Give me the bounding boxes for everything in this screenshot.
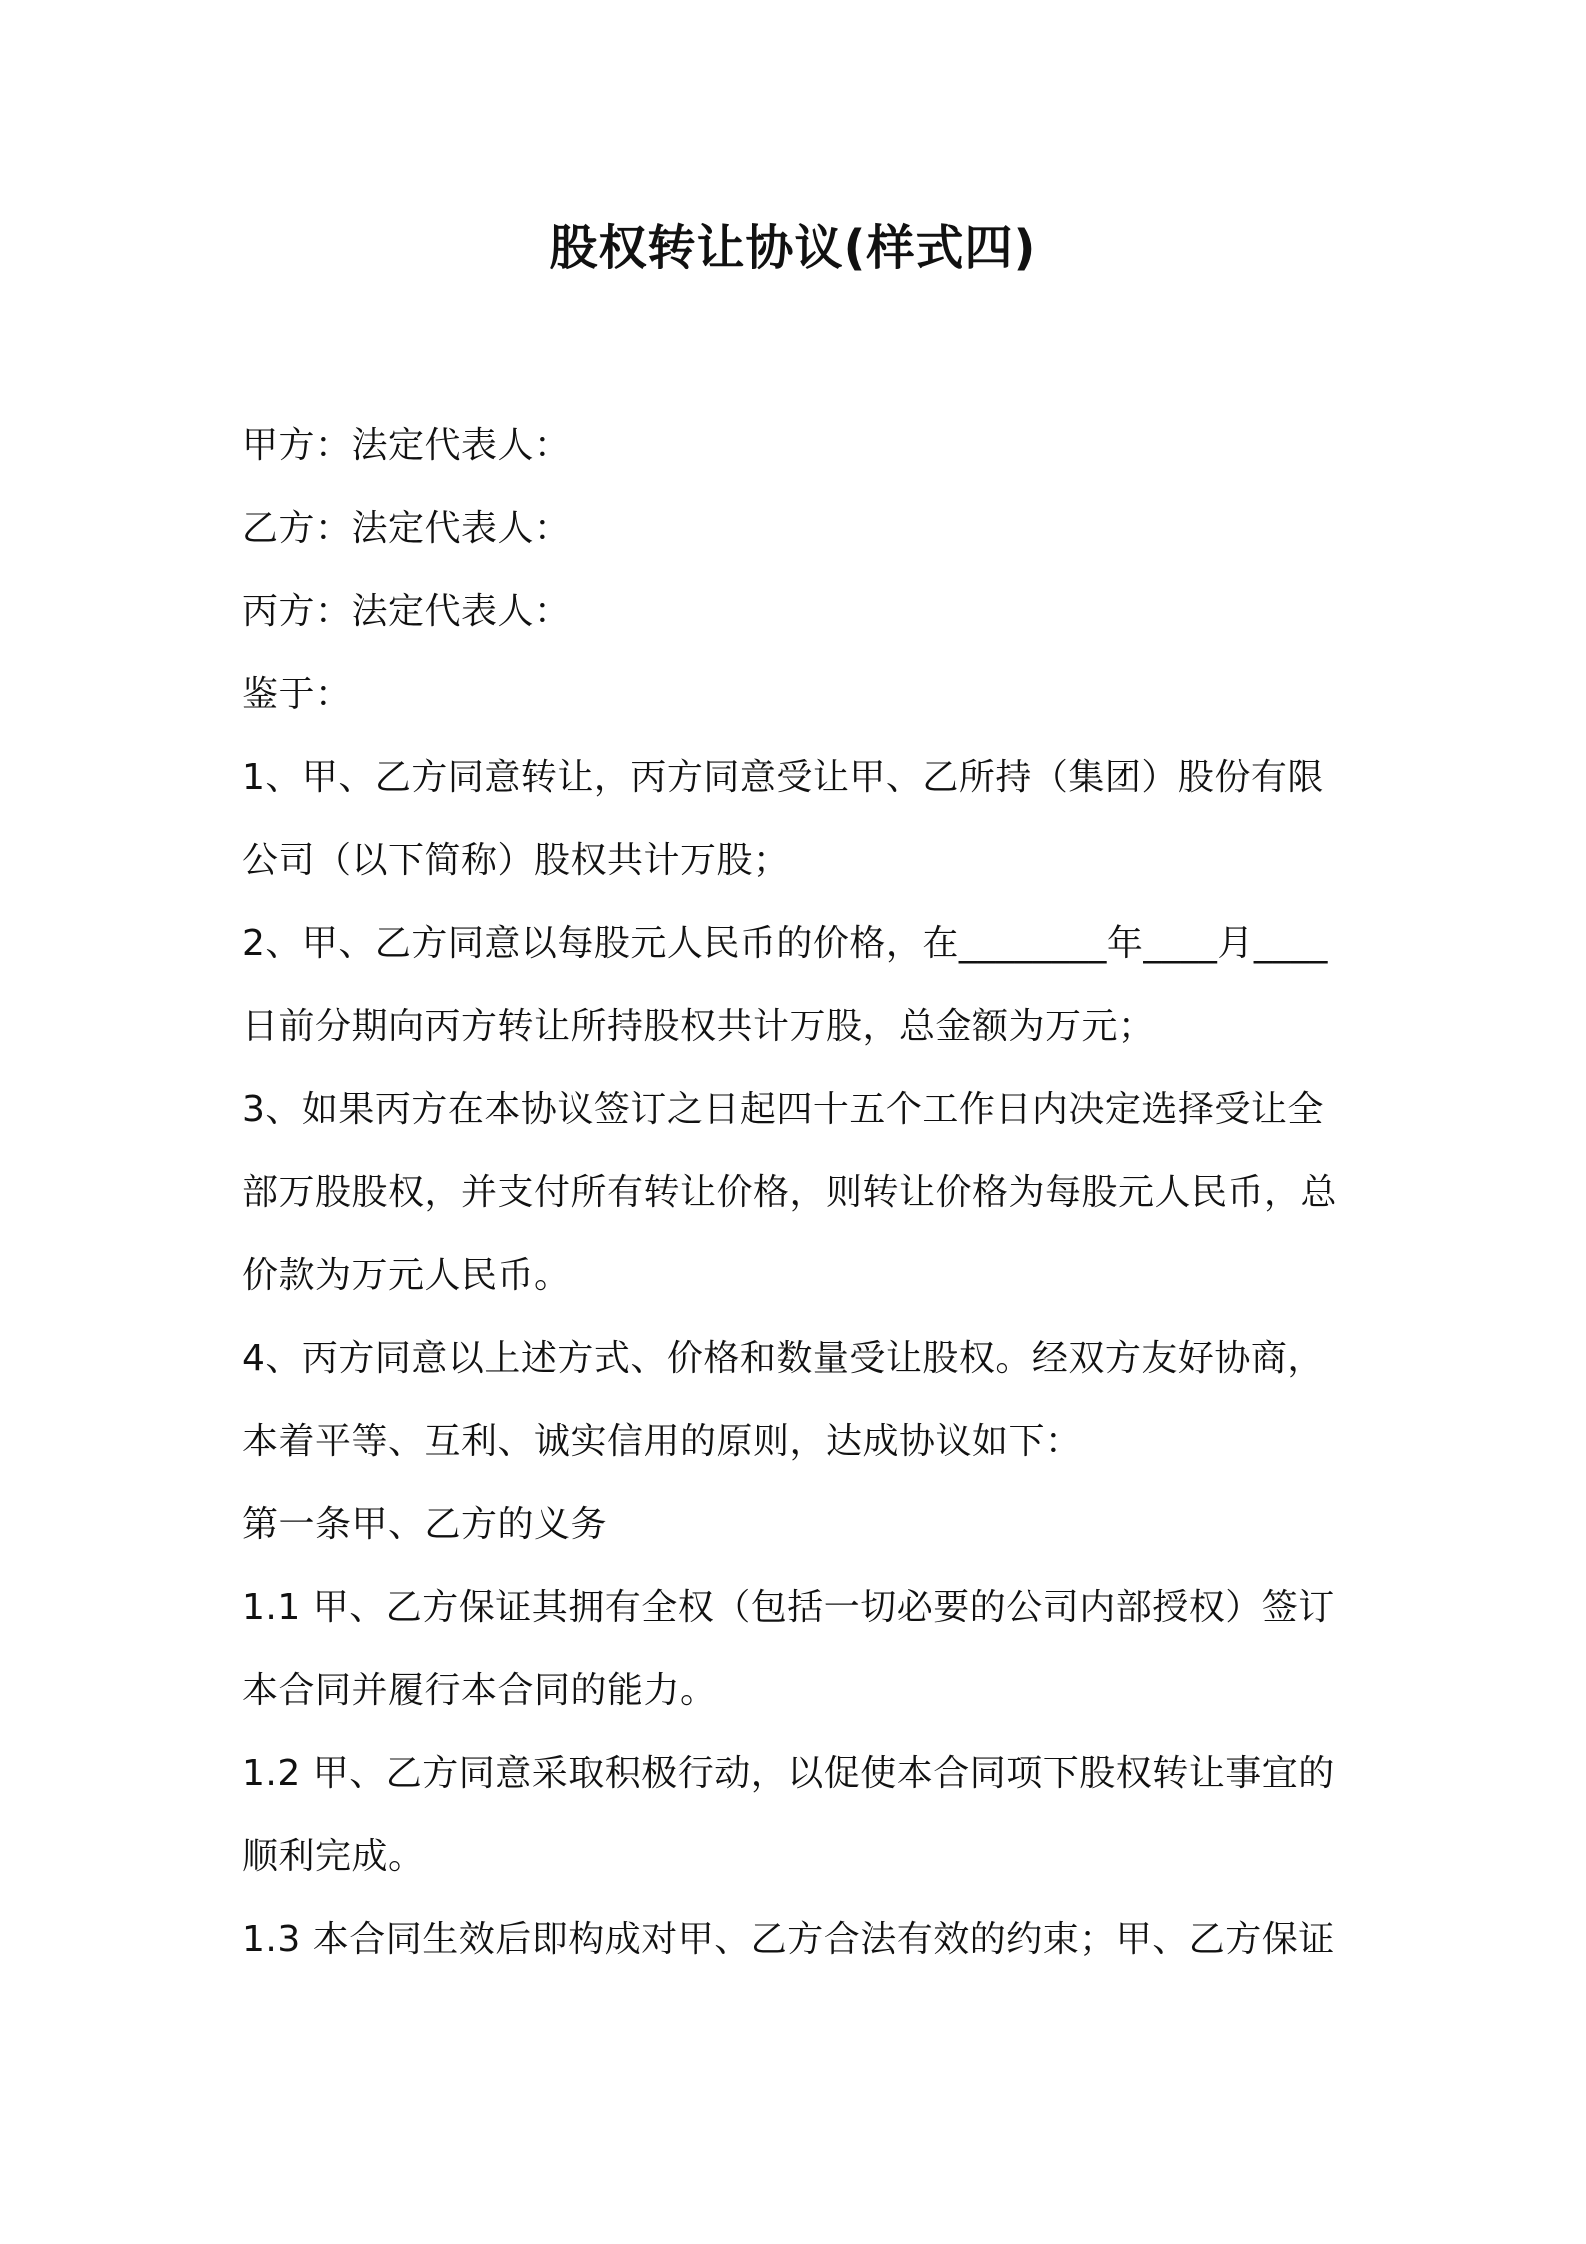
clause-line: 1.3 本合同生效后即构成对甲、乙方合法有效的约束；甲、乙方保证: [242, 1919, 1335, 1960]
clause-line: 本合同并履行本合同的能力。: [242, 1670, 717, 1711]
paragraph-line: 2、甲、乙方同意以每股元人民币的价格，在________年____月____: [242, 923, 1328, 964]
party-c-line: 丙方：法定代表人：: [242, 591, 571, 632]
paragraph-line: 3、如果丙方在本协议签订之日起四十五个工作日内决定选择受让全: [242, 1089, 1324, 1130]
paragraph-line: 公司（以下简称）股权共计万股；: [242, 840, 790, 881]
whereas-heading: 鉴于：: [242, 674, 352, 715]
document-body: [242, 404, 1352, 1981]
paragraph-line: 日前分期向丙方转让所持股权共计万股，总金额为万元；: [242, 1006, 1155, 1047]
party-a-line: 甲方：法定代表人：: [242, 425, 571, 466]
clause-line: 顺利完成。: [242, 1836, 425, 1877]
paragraph-line: 1、甲、乙方同意转让，丙方同意受让甲、乙所持（集团）股份有限: [242, 757, 1324, 798]
paragraph-line: 4、丙方同意以上述方式、价格和数量受让股权。经双方友好协商，: [242, 1338, 1324, 1379]
document-title: 股权转让协议(样式四): [549, 220, 1037, 276]
article-heading: 第一条甲、乙方的义务: [242, 1504, 608, 1545]
clause-line: 1.1 甲、乙方保证其拥有全权（包括一切必要的公司内部授权）签订: [242, 1587, 1335, 1628]
clause-line: 1.2 甲、乙方同意采取积极行动，以促使本合同项下股权转让事宜的: [242, 1753, 1335, 1794]
party-b-line: 乙方：法定代表人：: [242, 508, 571, 549]
paragraph-line: 部万股股权，并支付所有转让价格，则转让价格为每股元人民币，总: [242, 1172, 1338, 1213]
paragraph-line: 价款为万元人民币。: [242, 1255, 571, 1296]
paragraph-line: 本着平等、互利、诚实信用的原则，达成协议如下：: [242, 1421, 1082, 1462]
